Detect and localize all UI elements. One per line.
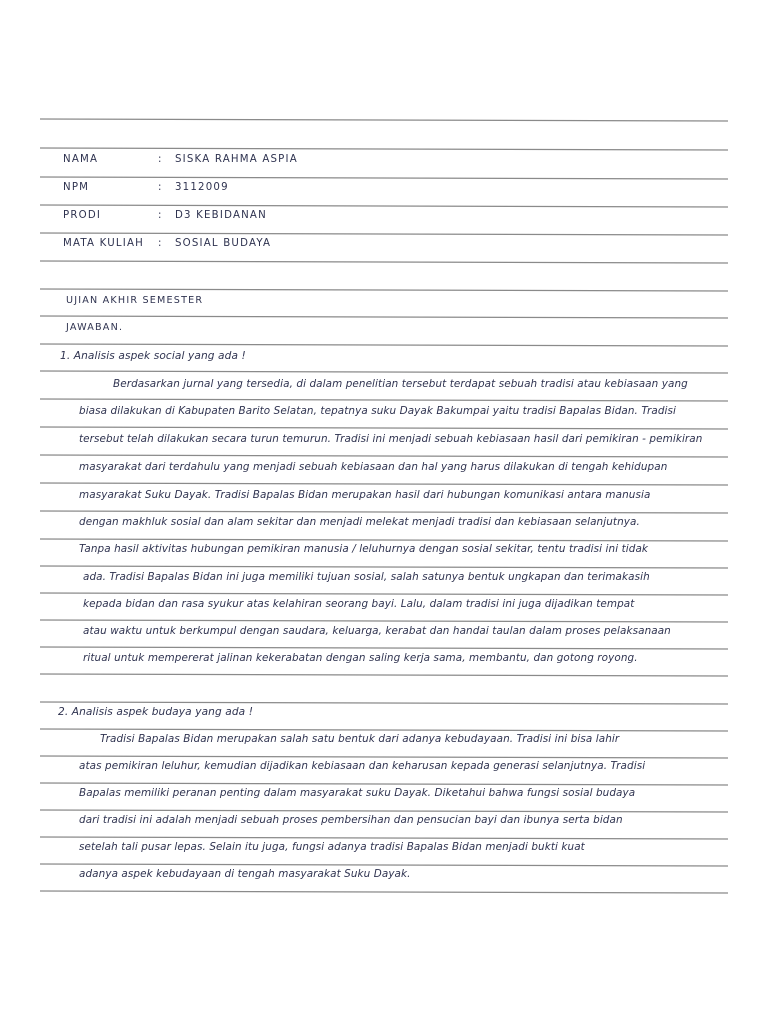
section-1-line: dengan makhluk sosial dan alam sekitar dan menjadi melekat menjadi tradisi dan kebiasaan selanjutnya. — [79, 516, 640, 528]
section-1-line: ada. Tradisi Bapalas Bidan ini juga memiliki tujuan sosial, salah satunya bentuk ungkapan dan terimakasih — [83, 571, 650, 583]
section-2-line: Tradisi Bapalas Bidan merupakan salah satu bentuk dari adanya kebudayaan. Tradisi ini bisa lahir — [100, 733, 620, 745]
sep-nama: : — [158, 154, 163, 165]
section-1-line: atau waktu untuk berkumpul dengan saudara, keluarga, kerabat dan handai taulan dalam proses pelaksanaan — [83, 625, 671, 637]
section-1-line: Berdasarkan jurnal yang tersedia, di dalam penelitian tersebut terdapat sebuah tradisi atau kebiasaan yang — [113, 378, 688, 390]
value-nama: SISKA RAHMA ASPIA — [175, 154, 298, 165]
label-prodi: PRODI — [63, 210, 102, 221]
section-1-heading: 1. Analisis aspek social yang ada ! — [60, 350, 246, 362]
sep-mata-kuliah: : — [158, 238, 163, 249]
value-npm: 3112009 — [175, 182, 229, 193]
value-prodi: D3 KEBIDANAN — [175, 210, 267, 221]
value-mata-kuliah: SOSIAL BUDAYA — [175, 238, 272, 249]
section-2-line: dari tradisi ini adalah menjadi sebuah proses pembersihan dan pensucian bayi dan ibunya serta bidan — [79, 814, 623, 826]
answer-label: JAWABAN. — [66, 322, 124, 333]
label-nama: NAMA — [63, 154, 99, 165]
section-2-line: setelah tali pusar lepas. Selain itu juga, fungsi adanya tradisi Bapalas Bidan menjadi bukti kuat — [79, 841, 585, 853]
section-1-line: masyarakat dari terdahulu yang menjadi sebuah kebiasaan dan hal yang harus dilakukan di tengah kehidupan — [79, 461, 668, 473]
section-1-line: biasa dilakukan di Kabupaten Barito Selatan, tepatnya suku Dayak Bakumpai yaitu tradisi Bapalas Bidan. Tradisi — [79, 405, 677, 417]
label-npm: NPM — [63, 182, 90, 193]
section-1-line: masyarakat Suku Dayak. Tradisi Bapalas Bidan merupakan hasil dari hubungan komunikasi antara manusia — [79, 489, 651, 501]
section-1-line: tersebut telah dilakukan secara turun temurun. Tradisi ini menjadi sebuah kebiasaan hasil dari pemikiran - pemikiran — [79, 433, 703, 445]
section-1-line: ritual untuk mempererat jalinan kekerabatan dengan saling kerja sama, membantu, dan gotong royong. — [83, 652, 638, 664]
section-2-line: adanya aspek kebudayaan di tengah masyarakat Suku Dayak. — [79, 868, 411, 880]
section-2-line: atas pemikiran leluhur, kemudian dijadikan kebiasaan dan keharusan kepada generasi selanjutnya. Tradisi — [79, 760, 646, 772]
sep-npm: : — [158, 182, 163, 193]
sep-prodi: : — [158, 210, 163, 221]
section-1-line: kepada bidan dan rasa syukur atas kelahiran seorang bayi. Lalu, dalam tradisi ini juga dijadikan tempat — [83, 598, 635, 610]
section-2-heading: 2. Analisis aspek budaya yang ada ! — [58, 706, 254, 718]
exam-title: UJIAN AKHIR SEMESTER — [66, 295, 204, 306]
section-1-line: Tanpa hasil aktivitas hubungan pemikiran manusia / leluhurnya dengan sosial sekitar, tentu tradisi ini tidak — [79, 543, 649, 555]
section-2-line: Bapalas memiliki peranan penting dalam masyarakat suku Dayak. Diketahui bahwa fungsi sosial budaya — [79, 787, 636, 799]
label-mata-kuliah: MATA KULIAH — [63, 238, 144, 249]
